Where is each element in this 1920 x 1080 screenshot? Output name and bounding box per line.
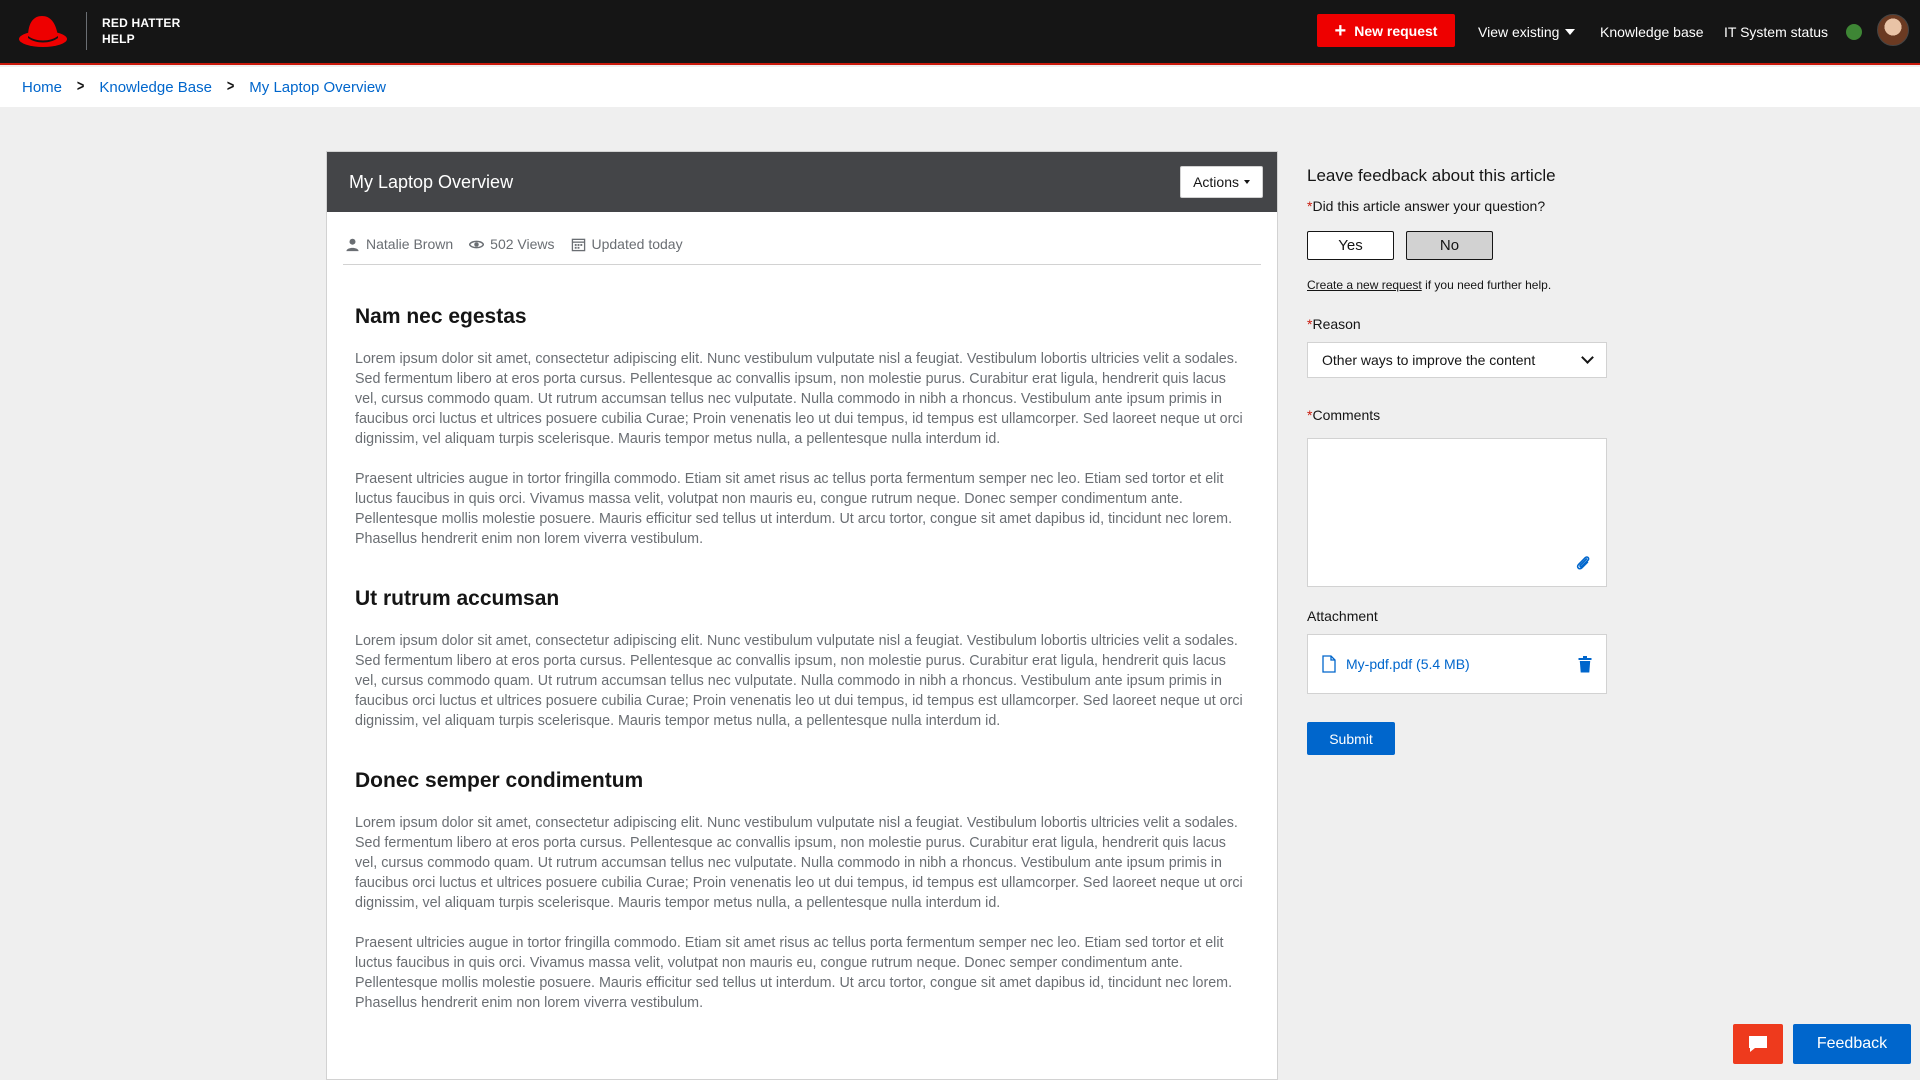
new-request-label: New request	[1354, 22, 1438, 39]
feedback-title: Leave feedback about this article	[1307, 166, 1556, 185]
chevron-down-icon	[1581, 351, 1594, 364]
chat-bubble-icon	[1747, 1034, 1769, 1054]
feedback-button[interactable]: Feedback	[1793, 1024, 1911, 1064]
chevron-right-icon: >	[226, 78, 235, 95]
feedback-question-text: Did this article answer your question?	[1312, 198, 1546, 214]
brand[interactable]	[18, 12, 180, 50]
article-body	[327, 265, 1277, 1013]
it-system-status-link[interactable]	[1724, 24, 1862, 40]
article-title: My Laptop Overview	[349, 171, 514, 192]
create-new-request-link[interactable]: Create a new request	[1307, 278, 1422, 292]
views-count: 502 Views	[490, 236, 555, 252]
article-card	[326, 151, 1278, 1080]
avatar[interactable]	[1877, 14, 1909, 46]
help-suffix: if you need further help.	[1421, 278, 1552, 292]
chevron-right-icon: >	[76, 78, 85, 95]
comments-textarea[interactable]	[1307, 438, 1607, 587]
section-paragraph: Lorem ipsum dolor sit amet, consectetur adipiscing elit. Nunc vestibulum vulputate nisl a feugiat. Vestibulum lobortis ultricies velit a sodales. Sed fermentum libero at eros porta cursus. Pellentesque ac convallis ipsum, non molestie purus. Curabitur erat ligula, hendrerit quis lacus vel, cursus commodo quam. Ut rutrum accumsan tellus nec vulputate. Nulla commodo in nibh a rhoncus. Vestibulum ante ipsum primis in faucibus orci luctus et ultrices posuere cubilia Curae; Proin venenatis leo ut dui tempus, id tempus est ullamcorper. Sed laoreet neque ut orci dignissim, vel aliquam turpis scelerisque. Mauris tempor metus nulla, a pellentesque nulla interdum id.	[355, 633, 1243, 729]
required-mark: *	[1307, 316, 1313, 332]
yes-no-group	[1307, 231, 1607, 260]
breadcrumb-current-page[interactable]: My Laptop Overview	[249, 78, 387, 96]
author-meta	[345, 236, 453, 252]
attachment-file-name: My-pdf.pdf (5.4 MB)	[1346, 656, 1470, 672]
section-heading: Ut rutrum accumsan	[355, 587, 560, 610]
knowledge-base-label: Knowledge base	[1600, 24, 1704, 40]
caret-down-icon	[1244, 180, 1250, 184]
no-button[interactable]: No	[1406, 231, 1493, 260]
feedback-panel	[1307, 166, 1607, 755]
plus-icon: +	[1334, 19, 1347, 42]
actions-label: Actions	[1193, 174, 1239, 190]
knowledge-base-link[interactable]	[1600, 24, 1704, 40]
article-header	[327, 152, 1277, 212]
article-section	[355, 769, 1249, 1013]
views-meta	[469, 236, 554, 252]
author-name: Natalie Brown	[366, 236, 454, 252]
caret-down-icon	[1565, 29, 1575, 35]
eye-icon	[469, 237, 484, 252]
submit-button[interactable]: Submit	[1307, 722, 1395, 755]
paperclip-icon[interactable]	[1574, 554, 1592, 572]
required-mark: *	[1307, 198, 1313, 214]
reason-select[interactable]	[1307, 342, 1607, 378]
section-heading: Nam nec egestas	[355, 305, 527, 328]
brand-separator	[86, 12, 87, 50]
breadcrumb	[0, 67, 1920, 107]
status-indicator-icon	[1846, 24, 1862, 40]
calendar-icon	[571, 237, 586, 252]
yes-button[interactable]: Yes	[1307, 231, 1394, 260]
breadcrumb-knowledge-base[interactable]: Knowledge Base	[99, 78, 212, 96]
top-navigation-bar	[0, 0, 1920, 65]
attachment-label: Attachment	[1307, 608, 1378, 624]
article-section	[355, 305, 1249, 549]
reason-label	[1307, 316, 1607, 332]
feedback-help-text	[1307, 278, 1607, 292]
section-paragraph: Lorem ipsum dolor sit amet, consectetur adipiscing elit. Nunc vestibulum vulputate nisl a feugiat. Vestibulum lobortis ultricies velit a sodales. Sed fermentum libero at eros porta cursus. Pellentesque ac convallis ipsum, non molestie purus. Curabitur erat ligula, hendrerit quis lacus vel, cursus commodo quam. Ut rutrum accumsan tellus nec vulputate. Nulla commodo in nibh a rhoncus. Vestibulum ante ipsum primis in faucibus orci luctus et ultrices posuere cubilia Curae; Proin venenatis leo ut dui tempus, id tempus est ullamcorper. Sed laoreet neque ut orci dignissim, vel aliquam turpis scelerisque. Mauris tempor metus nulla, a pellentesque nulla interdum id.	[355, 815, 1243, 911]
section-paragraph: Lorem ipsum dolor sit amet, consectetur adipiscing elit. Nunc vestibulum vulputate nisl a feugiat. Vestibulum lobortis ultricies velit a sodales. Sed fermentum libero at eros porta cursus. Pellentesque ac convallis ipsum, non molestie purus. Curabitur erat ligula, hendrerit quis lacus vel, cursus commodo quam. Ut rutrum accumsan tellus nec vulputate. Nulla commodo in nibh a rhoncus. Vestibulum ante ipsum primis in faucibus orci luctus et ultrices posuere cubilia Curae; Proin venenatis leo ut dui tempus, id tempus est ullamcorper. Sed laoreet neque ut orci dignissim, vel aliquam turpis scelerisque. Mauris tempor metus nulla, a pellentesque nulla interdum id.	[355, 351, 1243, 447]
it-system-status-label: IT System status	[1724, 24, 1828, 40]
comments-label-text: Comments	[1312, 407, 1381, 423]
section-paragraph: Praesent ultricies augue in tortor fringilla commodo. Etiam sit amet risus ac tellus porta fermentum semper nec leo. Etiam sed tortor et elit luctus faucibus in quis orci. Vivamus massa velit, volutpat non mauris eu, congue rutrum neque. Donec semper condimentum ante. Pellentesque mollis molestie posuere. Mauris efficitur sed tellus ut interdum. Ut arcu tortor, congue sit amet dapibus id, tincidunt nec lorem. Phasellus hendrerit enim non lorem viverra vestibulum.	[355, 471, 1233, 547]
brand-line-2: HELP	[102, 32, 135, 46]
section-paragraph: Praesent ultricies augue in tortor fringilla commodo. Etiam sit amet risus ac tellus porta fermentum semper nec leo. Etiam sed tortor et elit luctus faucibus in quis orci. Vivamus massa velit, volutpat non mauris eu, congue rutrum neque. Donec semper condimentum ante. Pellentesque mollis molestie posuere. Mauris efficitur sed tellus ut interdum. Ut arcu tortor, congue sit amet dapibus id, tincidunt nec lorem. Phasellus hendrerit enim non lorem viverra vestibulum.	[355, 935, 1233, 1011]
comments-label	[1307, 407, 1607, 423]
actions-dropdown-button[interactable]	[1180, 166, 1263, 198]
file-icon	[1322, 655, 1336, 673]
brand-name	[102, 15, 180, 47]
trash-icon[interactable]	[1578, 656, 1592, 673]
reason-selected-value: Other ways to improve the content	[1322, 352, 1536, 368]
chat-button[interactable]	[1733, 1024, 1783, 1064]
user-icon	[345, 237, 360, 252]
updated-date: Updated today	[591, 236, 683, 252]
updated-meta	[571, 236, 683, 252]
reason-label-text: Reason	[1312, 316, 1361, 332]
view-existing-menu[interactable]	[1478, 24, 1575, 40]
red-hat-logo-icon	[18, 12, 68, 50]
section-heading: Donec semper condimentum	[355, 769, 644, 792]
required-mark: *	[1307, 407, 1313, 423]
feedback-question	[1307, 198, 1607, 214]
article-meta	[343, 230, 1261, 265]
brand-line-1: RED HATTER	[102, 16, 181, 30]
view-existing-label: View existing	[1478, 24, 1560, 40]
attachment-item	[1307, 634, 1607, 694]
new-request-button[interactable]	[1317, 14, 1455, 47]
attachment-file[interactable]	[1322, 655, 1470, 673]
breadcrumb-home[interactable]: Home	[22, 78, 63, 96]
article-section	[355, 587, 1249, 731]
